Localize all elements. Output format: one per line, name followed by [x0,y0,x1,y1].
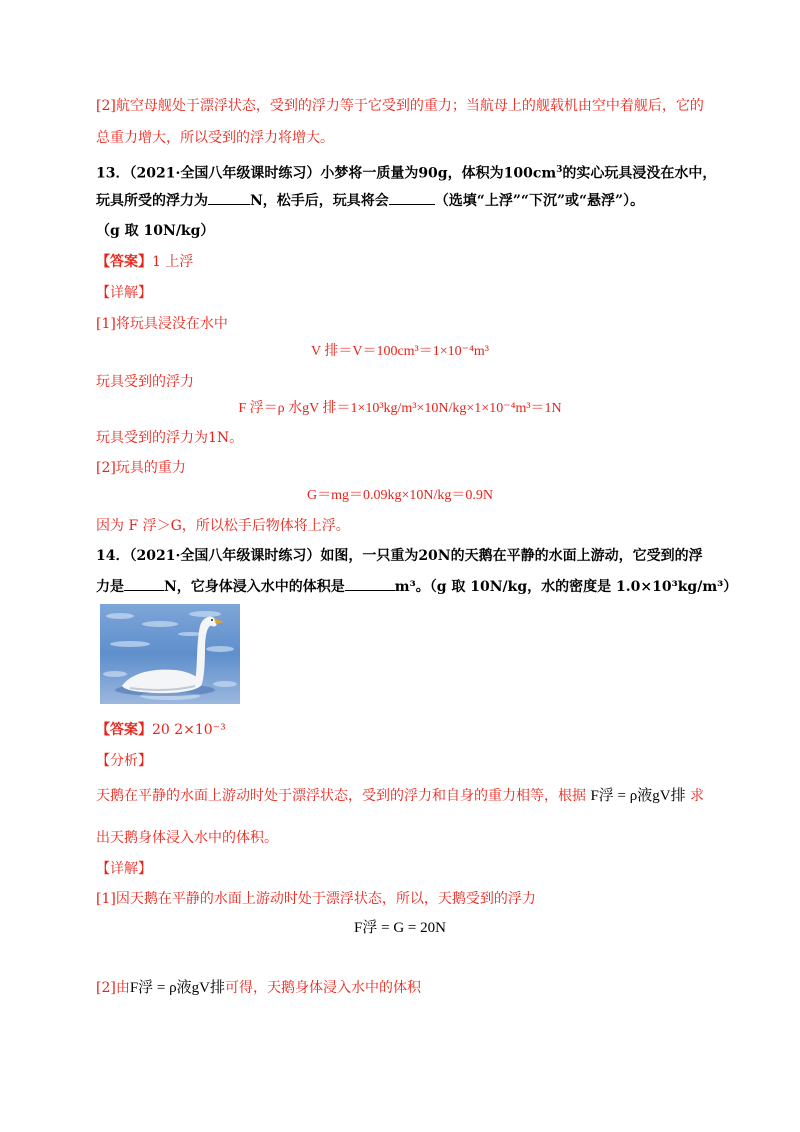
q13-stem-line-1: 13．（2021·全国八年级课时练习）小梦将一质量为90g，体积为$100cm^3$的实心玩具浸没在水中， [96,165,717,182]
q13-step-2: [2]玩具的重力 [96,460,186,476]
q13-blank-2 [389,190,435,205]
q14-step-2: [2]由F浮 = ρ液gV排可得，天鹅身体浸入水中的体积 [96,980,421,996]
q14-stem-line-2: 力是 N，它身体浸入水中的体积是 m³。（g 取 10N/kg，水的密度是 1.0×10³kg/m³） [96,576,737,597]
q13-text-4: 因为 F 浮＞G，所以松手后物体将上浮。 [96,518,350,534]
q14-answer: 【答案】20 2×10⁻³ [96,722,226,738]
q14-blank-2 [345,576,395,591]
q14-equation-1: F浮 = G = 20N [354,920,446,936]
q13-detail-tag: 【详解】 [96,285,152,301]
q14-analysis-line-2: 出天鹅身体浸入水中的体积。 [96,830,278,846]
q13-equation-3: G＝mg＝0.09kg×10N/kg＝0.9N [306,488,493,503]
q14-analysis-line-1: 天鹅在平静的水面上游动时处于漂浮状态，受到的浮力和自身的重力相等，根据 F浮 = ρ液gV排 求 [96,788,705,804]
q13-equation-1: V 排＝V＝100cm³＝1×10⁻⁴m³ [310,344,490,359]
q13-answer: 【答案】1 上浮 [96,254,194,270]
q14-step-1: [1]因天鹅在平静的水面上游动时处于漂浮状态，所以，天鹅受到的浮力 [96,891,536,907]
q13-stem-line-3: （g 取 10N/kg） [96,223,215,239]
q13-stem-line-2: 玩具所受的浮力为 N，松手后，玩具将会 （选填“上浮”“下沉”或“悬浮”）。 [96,190,644,211]
q14-step-2-formula: F浮 = ρ液gV排 [129,980,225,996]
q13-text-3: 玩具受到的浮力为1N。 [96,430,244,446]
q13-step-1: [1]将玩具浸没在水中 [96,316,228,332]
q13-blank-1 [208,190,250,205]
prev-answer-line-2: 总重力增大，所以受到的浮力将增大。 [96,130,334,146]
q14-blank-1 [124,576,164,591]
prev-answer-line-1: [2]航空母舰处于漂浮状态，受到的浮力等于它受到的重力；当航母上的舰载机由空中着舰后，它的 [96,98,704,114]
q14-analysis-formula: F浮 = ρ液gV排 [590,788,686,804]
swan-photo [100,604,240,704]
q13-equation-2: F 浮＝ρ 水gV 排＝1×10³kg/m³×10N/kg×1×10⁻⁴m³＝1N [238,401,562,416]
q13-text-2: 玩具受到的浮力 [96,374,194,390]
q14-analysis-tag: 【分析】 [96,753,152,769]
q14-detail-tag: 【详解】 [96,861,152,877]
q14-stem-line-1: 14．（2021·全国八年级课时练习）如图，一只重为20N的天鹅在平静的水面上游动，它受到的浮 [96,548,703,564]
